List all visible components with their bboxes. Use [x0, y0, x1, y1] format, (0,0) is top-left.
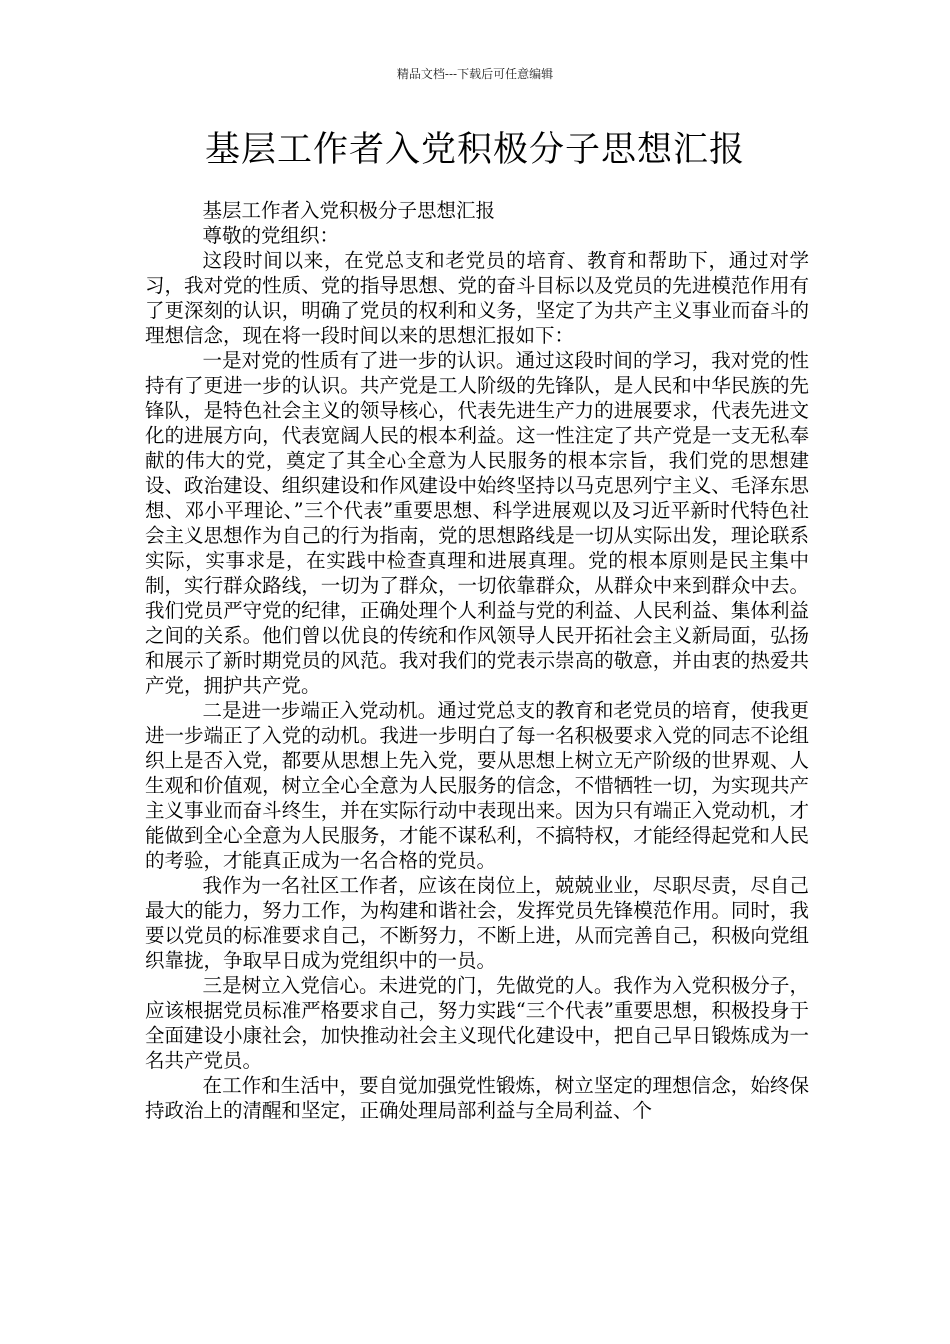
paragraph-work-and-life: 在工作和生活中，要自觉加强党性锻炼，树立坚定的理想信念，始终保持政治上的清醒和坚定，正确处理局部利益与全局利益、个 — [145, 1074, 809, 1122]
paragraph-subtitle: 基层工作者入党积极分子思想汇报 — [202, 199, 496, 222]
paragraph-intro: 这段时间以来，在党总支和老党员的培育、教育和帮助下，通过对学习，我对党的性质、党的指导思想、党的奋斗目标以及党员的先进模范作用有了更深刻的认识，明确了党员的权利和义务，坚定了为共产主义事业而奋斗的理想信念，现在将一段时间以来的思想汇报如下： — [145, 249, 809, 347]
paragraph-point-one: 一是对党的性质有了进一步的认识。通过这段时间的学习，我对党的性持有了更进一步的认识。共产党是工人阶级的先锋队，是人民和中华民族的先锋队，是特色社会主义的领导核心，代表先进生产力的进展要求，代表先进文化的进展方向，代表宽阔人民的根本利益。这一性注定了共产党是一支无私奉献的伟大的党，奠定了其全心全意为人民服务的根本宗旨，我们党的思想建设、政治建设、组织建设和作风建设中始终坚持以马克思列宁主义、毛泽东思想、邓小平理论、”三个代表”重要思想、科学进展观以及习近平新时代特色社会主义思想作为自己的行为指南，党的思想路线是一切从实际出发，理论联系实际，实事求是，在实践中检查真理和进展真理。党的根本原则是民主集中制，实行群众路线，一切为了群众，一切依靠群众，从群众中来到群众中去。我们党员严守党的纪律，正确处理个人利益与党的利益、人民利益、集体利益之间的关系。他们曾以优良的传统和作风领导人民开拓社会主义新局面，弘扬和展示了新时期党员的风范。我对我们的党表示崇高的敬意，并由衷的热爱共产党，拥护共产党。 — [145, 349, 809, 697]
page-header-note: 精品文档---下载后可任意编辑 — [396, 67, 554, 81]
document-title: 基层工作者入党积极分子思想汇报 — [204, 130, 745, 170]
paragraph-point-two: 二是进一步端正入党动机。通过党总支的教育和老党员的培育，使我更进一步端正了入党的动机。我进一步明白了每一名积极要求入党的同志不论组织上是否入党，都要从思想上先入党，要从思想上树立无产阶级的世界观、人生观和价值观，树立全心全意为人民服务的信念，不惜牺牲一切，为实现共产主义事业而奋斗终生，并在实际行动中表现出来。因为只有端正入党动机，才能做到全心全意为人民服务，才能不谋私利，不搞特权，才能经得起党和人民的考验，才能真正成为一名合格的党员。 — [145, 699, 809, 872]
paragraph-community-worker: 我作为一名社区工作者，应该在岗位上，兢兢业业，尽职尽责，尽自己最大的能力，努力工作，为构建和谐社会，发挥党员先锋模范作用。同时，我要以党员的标准要求自己，不断努力，不断上进，从而完善自己，积极向党组织靠拢，争取早日成为党组织中的一员。 — [145, 874, 809, 972]
paragraph-point-three: 三是树立入党信心。未进党的门，先做党的人。我作为入党积极分子，应该根据党员标准严格要求自己，努力实践“三个代表”重要思想，积极投身于全面建设小康社会，加快推动社会主义现代化建设中，把自己早日锻炼成为一名共产党员。 — [145, 974, 809, 1072]
document-body — [145, 198, 809, 1123]
paragraph-salutation: 尊敬的党组织： — [202, 224, 340, 247]
